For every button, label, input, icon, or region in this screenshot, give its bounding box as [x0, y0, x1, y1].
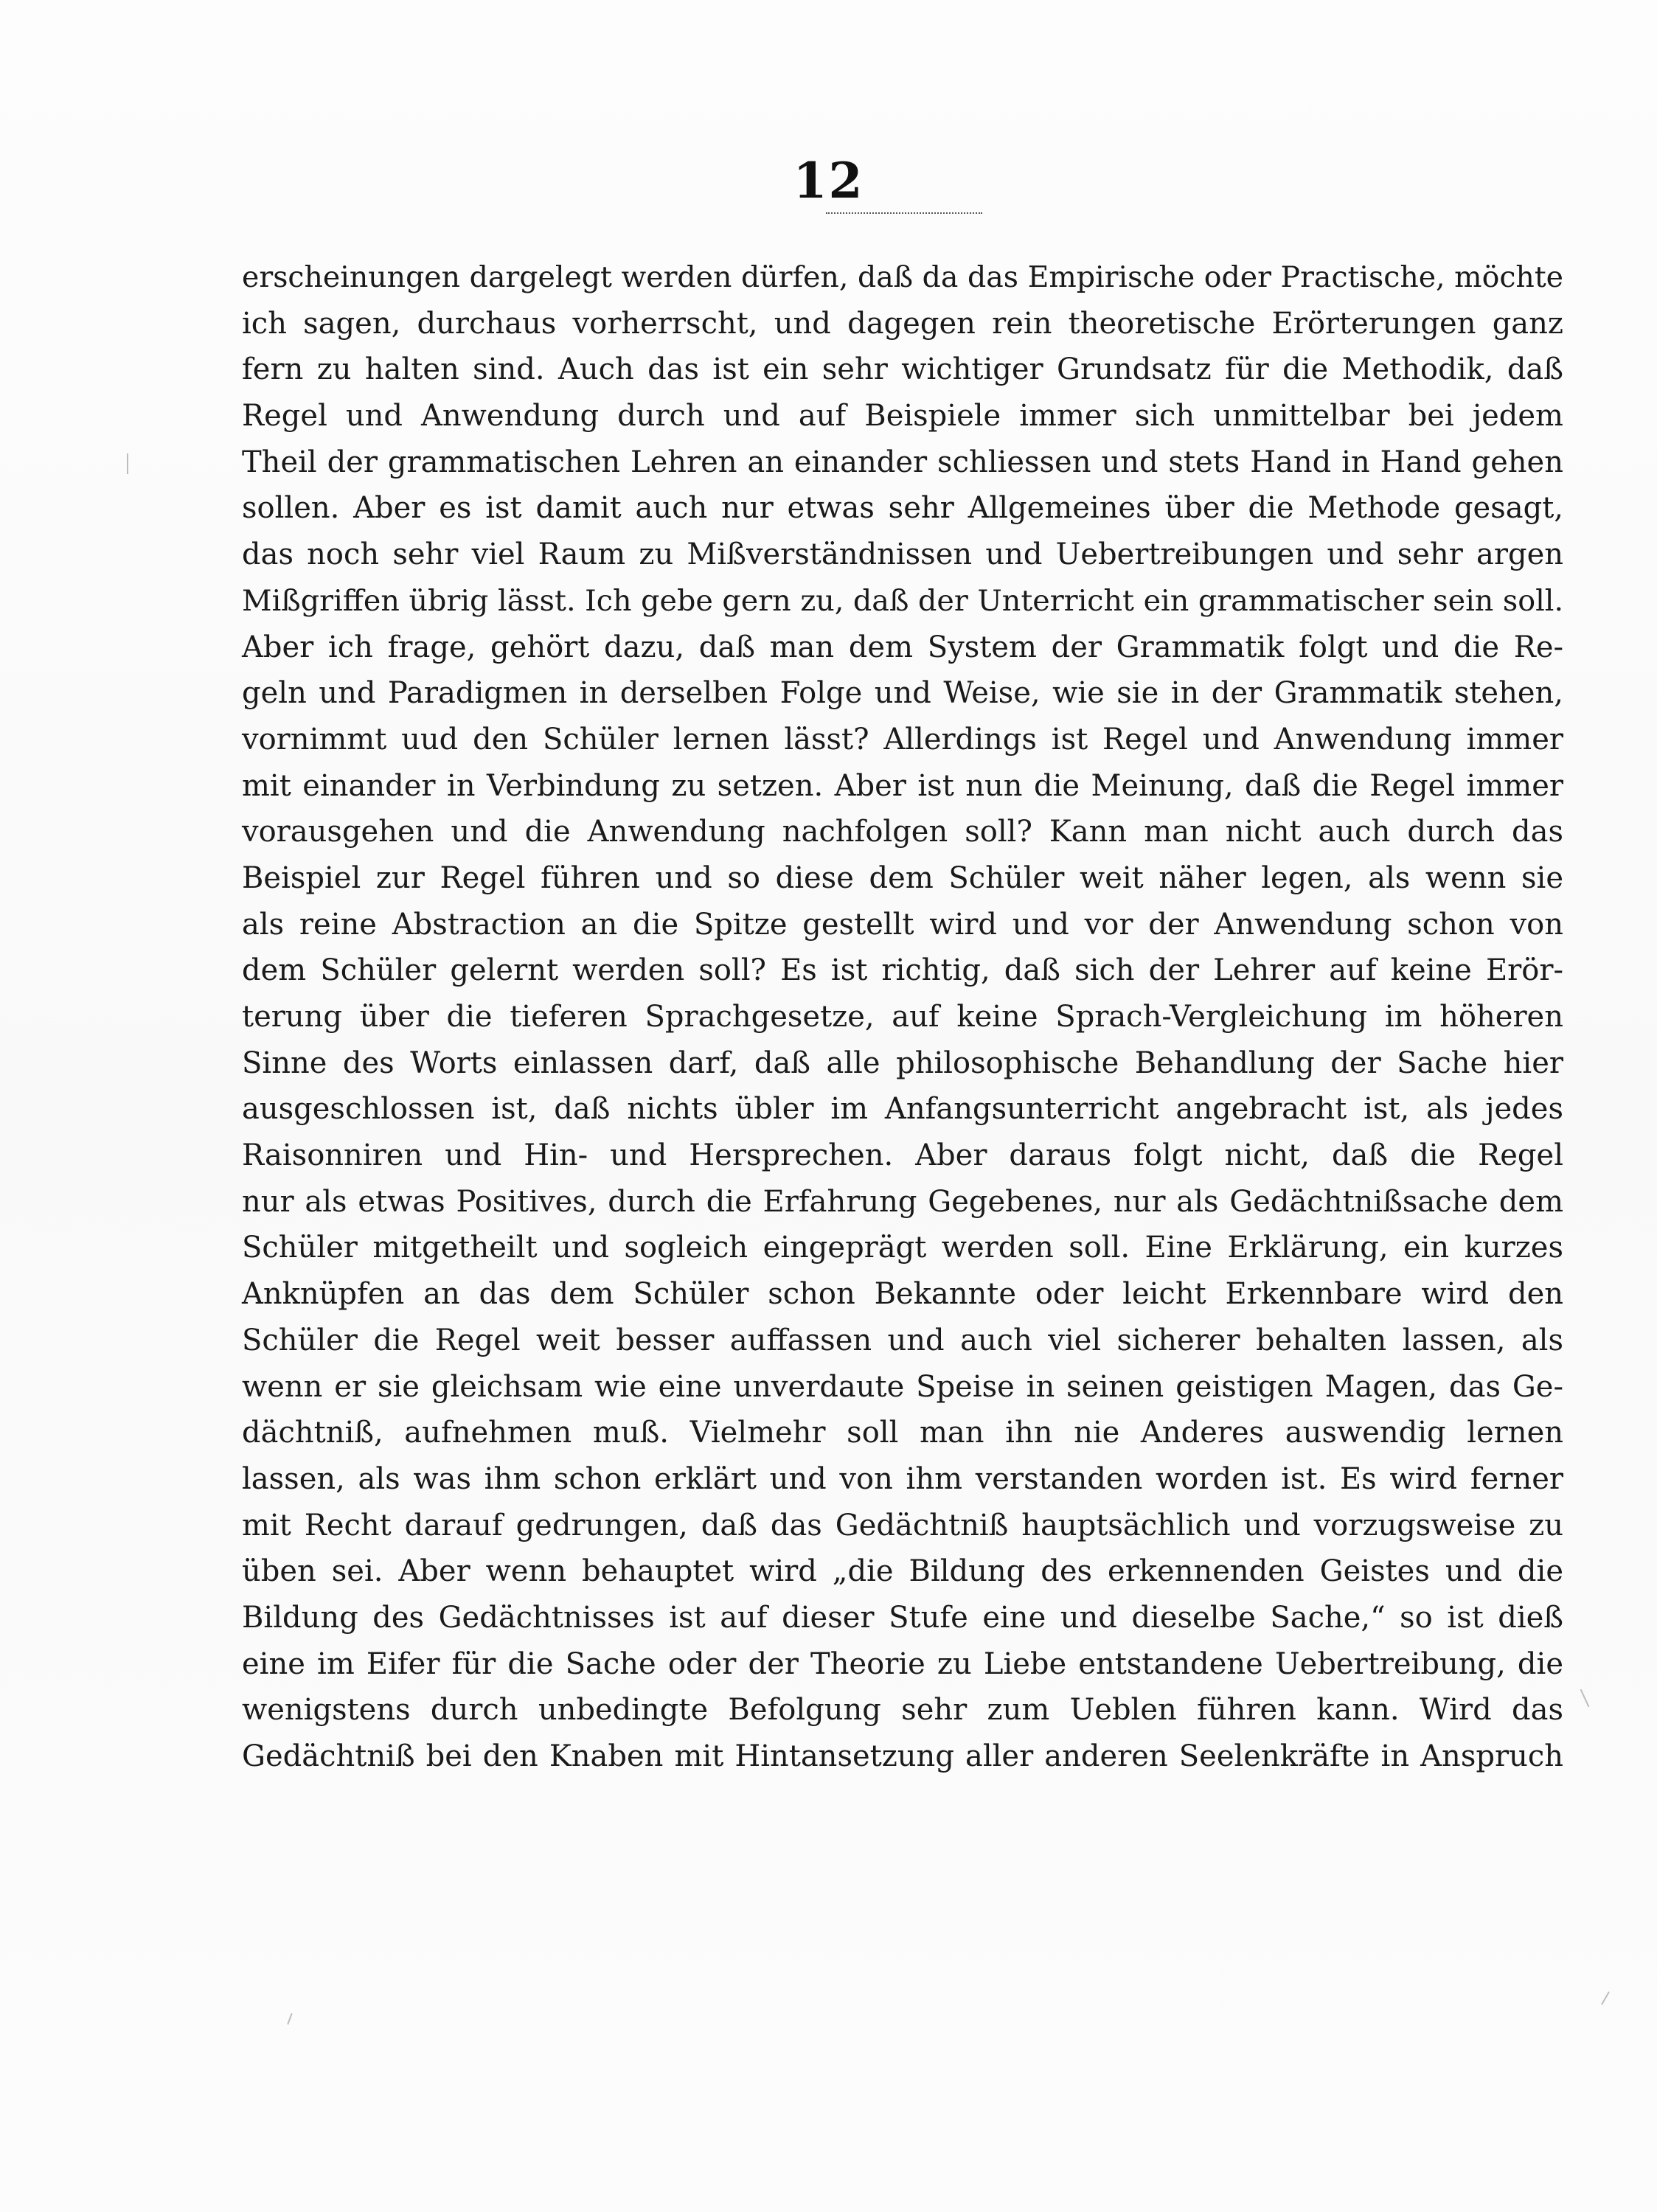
text-line: üben sei. Aber wenn behauptet wird „die Bildung des erkennenden Geistes und die	[242, 1554, 1563, 1589]
text-line: ich sagen, durchaus vorherrscht, und dagegen rein theoretische Erörterungen ganz	[242, 306, 1563, 341]
text-line: Aber ich frage, gehört dazu, daß man dem System der Grammatik folgt und die Re-	[242, 630, 1563, 664]
text-line: Mißgriffen übrig lässt. Ich gebe gern zu, daß der Unterricht ein grammatischer sein soll.	[242, 583, 1564, 618]
text-line: als reine Abstraction an die Spitze gestellt wird und vor der Anwendung schon von	[242, 907, 1563, 942]
header-rule	[826, 212, 982, 214]
text-line: fern zu halten sind. Auch das ist ein sehr wichtiger Grundsatz für die Methodik, daß	[242, 352, 1563, 387]
text-line: sollen. Aber es ist damit auch nur etwas sehr Allgemeines über die Methode gesagt,	[242, 491, 1563, 526]
margin-speck	[1580, 1689, 1590, 1707]
text-line: dem Schüler gelernt werden soll? Es ist richtig, daß sich der Lehrer auf keine Erör-	[242, 953, 1563, 988]
margin-speck	[127, 453, 128, 474]
text-line: mit einander in Verbindung zu setzen. Aber ist nun die Meinung, daß die Regel immer	[242, 768, 1563, 803]
text-line: vorausgehen und die Anwendung nachfolgen soll? Kann man nicht auch durch das	[242, 815, 1563, 849]
margin-speck	[1601, 1992, 1610, 2005]
text-line: lassen, als was ihm schon erklärt und von ihm verstanden worden ist. Es wird ferner	[242, 1461, 1563, 1496]
text-line: vornimmt uud den Schüler lernen lässt? Allerdings ist Regel und Anwendung immer	[242, 722, 1563, 757]
text-line: Gedächtniß bei den Knaben mit Hintansetzung aller anderen Seelenkräfte in Anspruch	[242, 1739, 1563, 1773]
page-number: 12	[793, 152, 864, 209]
text-line: dächtniß, aufnehmen muß. Vielmehr soll man ihn nie Anderes auswendig lernen	[242, 1416, 1563, 1450]
text-line: eine im Eifer für die Sache oder der Theorie zu Liebe entstandene Uebertreibung, die	[242, 1646, 1563, 1681]
text-line: Raisonniren und Hin- und Hersprechen. Aber daraus folgt nicht, daß die Regel	[242, 1138, 1563, 1173]
text-line: geln und Paradigmen in derselben Folge und Weise, wie sie in der Grammatik stehen,	[242, 676, 1563, 711]
text-line: das noch sehr viel Raum zu Mißverständnissen und Uebertreibungen und sehr argen	[242, 538, 1563, 572]
text-line: erscheinungen dargelegt werden dürfen, daß da das Empirische oder Practische, möchte	[242, 260, 1563, 294]
text-line: Sinne des Worts einlassen darf, daß alle philosophische Behandlung der Sache hier	[242, 1046, 1563, 1080]
text-line: Anknüpfen an das dem Schüler schon Bekannte oder leicht Erkennbare wird den	[242, 1277, 1563, 1312]
text-line: Bildung des Gedächtnisses ist auf dieser Stufe eine und dieselbe Sache,“ so ist dieß	[242, 1600, 1563, 1635]
text-line: Schüler die Regel weit besser auffassen und auch viel sicherer behalten lassen, als	[242, 1323, 1563, 1357]
body-paragraph	[242, 254, 1563, 1780]
text-line: mit Recht darauf gedrungen, daß das Gedächtniß hauptsächlich und vorzugsweise zu	[242, 1508, 1563, 1543]
text-line: ausgeschlossen ist, daß nichts übler im Anfangsunterricht angebracht ist, als jedes	[242, 1092, 1563, 1127]
text-line: wenigstens durch unbedingte Befolgung sehr zum Ueblen führen kann. Wird das	[242, 1693, 1563, 1728]
margin-speck	[287, 2013, 292, 2025]
text-line: nur als etwas Positives, durch die Erfahrung Gegebenes, nur als Gedächtnißsache dem	[242, 1184, 1563, 1219]
text-line: terung über die tieferen Sprachgesetze, auf keine Sprach-Vergleichung im höheren	[242, 1000, 1563, 1034]
text-line: Schüler mitgetheilt und sogleich eingeprägt werden soll. Eine Erklärung, ein kurzes	[242, 1231, 1563, 1265]
text-line: Theil der grammatischen Lehren an einander schliessen und stets Hand in Hand gehen	[242, 445, 1563, 479]
text-line: Beispiel zur Regel führen und so diese dem Schüler weit näher legen, als wenn sie	[242, 860, 1563, 895]
text-line: Regel und Anwendung durch und auf Beispiele immer sich unmittelbar bei jedem	[242, 399, 1563, 434]
text-line: wenn er sie gleichsam wie eine unverdaute Speise in seinen geistigen Magen, das Ge-	[242, 1369, 1563, 1404]
